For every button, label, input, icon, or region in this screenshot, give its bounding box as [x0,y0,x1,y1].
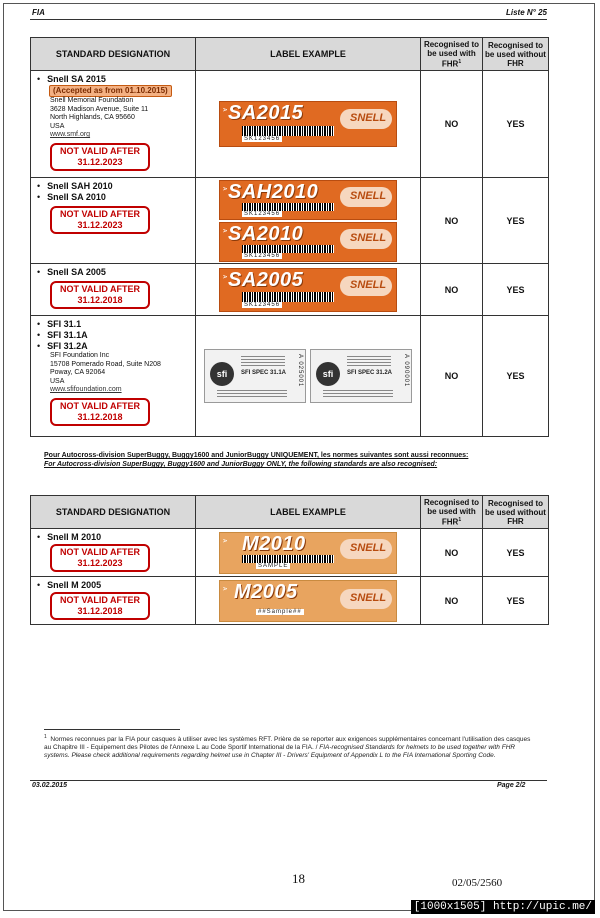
designation-cell [31,577,196,625]
without-fhr-value: YES [483,577,549,625]
label-example-cell [196,529,421,577]
without-fhr-value: YES [483,529,549,577]
designation-cell [31,178,196,264]
note-french: Pour Autocross-division SuperBuggy, Buggy1600 and JuniorBuggy UNIQUEMENT, les normes suivantes sont aussi reconnues: [44,452,469,459]
footnote-marker: 1 [44,734,47,740]
with-fhr-value: NO [421,316,483,437]
without-fhr-value: YES [483,178,549,264]
with-fhr-value: NO [421,577,483,625]
col-header-without-fhr: Recognised to be used without FHR [483,496,549,529]
stamp-date: 02/05/2560 [452,877,503,889]
without-fhr-value: YES [483,264,549,316]
table-row [31,264,549,316]
table-row [31,529,549,577]
with-fhr-value: NO [421,529,483,577]
with-fhr-value: NO [421,264,483,316]
accepted-badge: (Accepted as from 01.10.2015) [49,85,172,97]
snell-label-image: A SA2010 SK123456 SNELL [219,222,397,262]
not-valid-stamp: NOT VALID AFTER 31.12.2023 [50,544,150,572]
col-header-with-fhr: Recognised to be used with FHR$^1$ [421,496,483,529]
snell-label-image: A SA2005 SK123456 SNELL [219,268,397,312]
standard-name: • SFI 31.1 [37,319,191,330]
footer-date: 03.02.2015 [32,782,68,789]
col-header-designation: STANDARD DESIGNATION [31,496,196,529]
designation-cell [31,316,196,437]
label-example-cell [196,71,421,178]
page-number: 18 [292,871,305,886]
table-row [31,577,549,625]
watermark: [1000x1505] http://upic.me/ [411,900,595,914]
label-example-cell [196,316,421,437]
without-fhr-value: YES [483,71,549,178]
footnote-english: FIA-recognised Standards for helmets to be used together with FHR systems. Please check additional requirements regarding helmet use in Chapter III - Drivers' Equipment of Appendix L to the FIA International Sporting Code. [44,744,516,760]
standard-name: • SFI 31.2A [37,341,191,352]
not-valid-stamp: NOT VALID AFTER 31.12.2018 [50,281,150,309]
sfi-label-image: sfi SFI SPEC 31.2A A 090001 [310,349,412,403]
standard-name: • Snell M 2010 [37,532,191,543]
standards-table [30,37,549,437]
snell-label-image: A M2005 ##Sample## SNELL [219,580,397,622]
label-example-cell [196,264,421,316]
standard-name: • Snell M 2005 [37,580,191,591]
label-example-cell [196,577,421,625]
footer-rule [30,780,547,781]
label-example-cell [196,178,421,264]
standard-name: • Snell SA 2010 [37,192,191,203]
header-right: Liste N° 25 [506,8,547,17]
address: SFI Foundation Inc 15708 Pomerado Road, Suite N208 Poway, CA 92064 USA www.sfifoundation.com [50,352,161,393]
col-header-with-fhr: Recognised to be used with FHR$^1$ [421,38,483,71]
col-header-designation: STANDARD DESIGNATION [31,38,196,71]
footnote-rule [44,729,180,730]
footnote [44,733,536,760]
not-valid-stamp: NOT VALID AFTER 31.12.2023 [50,206,150,234]
foundation-link[interactable]: www.sfifoundation.com [50,386,122,393]
footnote-french: Normes reconnues par la FIA pour casques à utiliser avec les systèmes RFT. Prière de se reporter aux exigences supplémentaires concernant l'utilisation des casques au Chapitre III - Equipement des Pilotes de l'Annexe L au Code Sportif International de la FIA. / [44,736,531,752]
table-row [31,71,549,178]
sfi-label-image: sfi SFI SPEC 31.1A A 025001 [204,349,306,403]
standard-name: • Snell SA 2005 [37,267,191,278]
table-row [31,316,549,437]
snell-label-image: A SA2015 SK123456 SNELL [219,101,397,147]
snell-label-image: A SAH2010 SK123456 SNELL [219,180,397,220]
snell-label-image: A M2010 SAMPLE SNELL [219,532,397,574]
table-row [31,178,549,264]
header-left: FIA [32,8,45,17]
designation-cell [31,71,196,178]
col-header-without-fhr: Recognised to be used without FHR [483,38,549,71]
foundation-link[interactable]: www.smf.org [50,131,91,138]
designation-cell [31,529,196,577]
designation-cell [31,264,196,316]
header-rule [30,19,547,20]
without-fhr-value: YES [483,316,549,437]
autocross-standards-table [30,495,549,625]
standard-name: • Snell SA 2015 [37,74,191,85]
note-english: For Autocross-division SuperBuggy, Buggy1600 and JuniorBuggy ONLY, the following standards are also recognised: [44,461,438,468]
not-valid-stamp: NOT VALID AFTER 31.12.2023 [50,143,150,171]
col-header-label: LABEL EXAMPLE [196,496,421,529]
footer-page: Page 2/2 [497,782,526,789]
standard-name: • Snell SAH 2010 [37,181,191,192]
col-header-label: LABEL EXAMPLE [196,38,421,71]
with-fhr-value: NO [421,178,483,264]
not-valid-stamp: NOT VALID AFTER 31.12.2018 [50,592,150,620]
address: Snell Memorial Foundation 3628 Madison Avenue, Suite 11 North Highlands, CA 95660 USA www.smf.org [50,97,149,138]
not-valid-stamp: NOT VALID AFTER 31.12.2018 [50,398,150,426]
standard-name: • SFI 31.1A [37,330,191,341]
with-fhr-value: NO [421,71,483,178]
